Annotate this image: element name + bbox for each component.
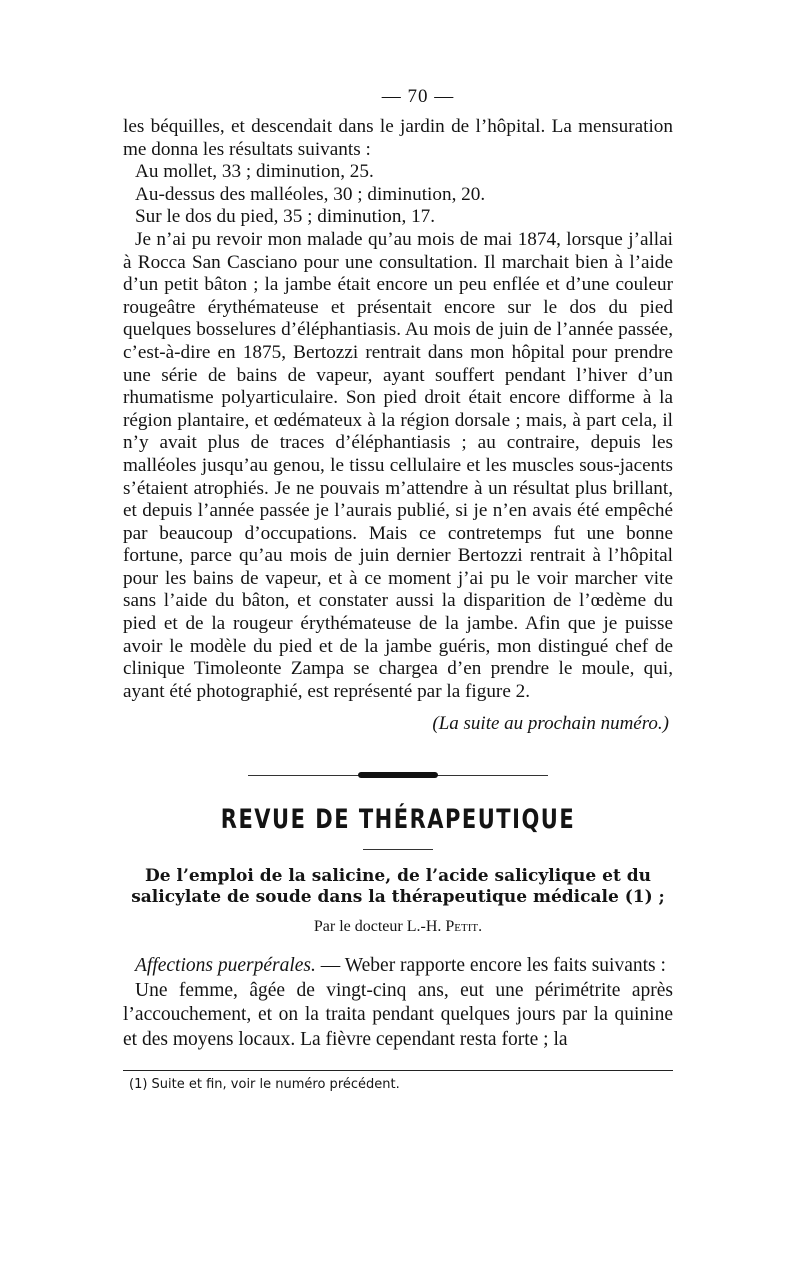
article-paragraph-1 [123, 954, 673, 978]
subsection-lead: Affections puerpérales. [135, 955, 316, 977]
byline [123, 918, 673, 936]
paragraph-intro: les béquilles, et descendait dans le jardin de l’hôpital. La mensuration me donna les résultats suivants : [123, 116, 673, 160]
page-number: — 70 — [381, 86, 455, 107]
measurement-calf: Au mollet, 33 ; diminution, 25. [135, 161, 374, 183]
divider-ornament [358, 772, 438, 778]
short-rule [363, 849, 433, 850]
journal-page [123, 86, 673, 1092]
ornamental-divider [248, 771, 548, 781]
measurement-foot: Sur le dos du pied, 35 ; diminution, 17. [135, 206, 436, 228]
section-title: REVUE DE THÉRAPEUTIQUE [220, 804, 576, 835]
article-title: De l’emploi de la salicine, de l’acide salicylique et du salicylate de soude dans la thérapeutique médicale (1) ; [131, 866, 665, 908]
measurement-malleoli: Au-dessus des malléoles, 30 ; diminution, 20. [135, 183, 486, 205]
byline-prefix: Par le docteur [313, 918, 403, 936]
continued-note: (La suite au prochain numéro.) [432, 713, 669, 735]
article-body [123, 954, 673, 1052]
paragraph-follow-up: Je n’ai pu revoir mon malade qu’au mois de mai 1874, lorsque j’allai à Rocca San Casciano pour une consultation. Il marchait bien à l’aide d’un petit bâton ; la jambe était encore un peu enflée et d’une couleur rougeâtre érythémateuse et présentait encore sur le dos du pied quelques bosselures d’éléphantiasis. Au mois de juin de l’année passée, c’est-à-dire en 1875, Bertozzi rentrait dans mon hôpital pour prendre une série de bains de vapeur, ayant souffert pendant l’hiver d’un rhumatisme polyarticulaire. Son pied droit était encore difforme à la région plantaire, et œdémateux à la région dorsale ; mais, à part cela, il n’y avait plus de traces d’éléphantiasis ; au contraire, depuis les malléoles jusqu’au genou, le tissu cellulaire et les muscles sous-jacents s’étaient atrophiés. Je ne pouvais m’attendre à un résultat plus brillant, et depuis l’année passée je l’aurais publié, si je n’en avais été empêché par beaucoup d’occupations. Mais ce contretemps fut une bonne fortune, parce qu’au mois de juin dernier Bertozzi rentrait à l’hôpital pour les bains de vapeur, et à ce moment j’ai pu le voir marcher vite sans l’aide du bâton, et constater aussi la disparition de l’œdème du pied et de la rougeur érythémateuse de la jambe. Afin que je puisse avoir le modèle du pied et de la jambe guéris, mon distingué chef de clinique Timoleonte Zampa se chargea d’en prendre le moule, qui, ayant été photographié, est représenté par la figure 2. [123, 228, 673, 702]
article-paragraph-1-text: — Weber rapporte encore les faits suivants : [315, 955, 666, 977]
article-paragraph-2: Une femme, âgée de vingt-cinq ans, eut une périmétrite après l’accouchement, et on la traita pendant quelques jours par la quinine et des moyens locaux. La fièvre cependant resta forte ; la [123, 979, 673, 1050]
case-report-text [123, 116, 673, 703]
footnote-rule [123, 1070, 673, 1071]
author-name: L.-H. Petit. [406, 918, 483, 936]
footnote: (1) Suite et fin, voir le numéro précédent. [129, 1077, 400, 1093]
